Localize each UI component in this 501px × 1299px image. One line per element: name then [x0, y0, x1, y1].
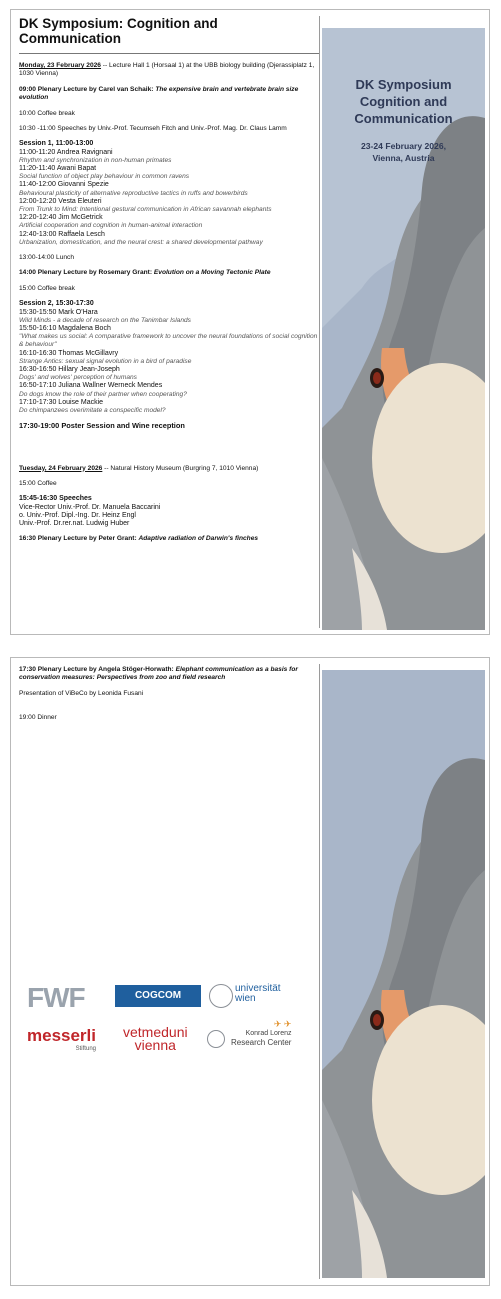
- sponsor-logos: [27, 982, 317, 1092]
- poster-date-line: 23-24 February 2026,: [360, 141, 447, 151]
- poster-date: [322, 140, 485, 164]
- cogcom-logo: [115, 985, 201, 1007]
- talk-title: From Trunk to Mind: Intentional gestural communication in African savannah elephants: [19, 206, 272, 214]
- presentation: Presentation of ViBeCo by Leonida Fusani: [19, 689, 144, 697]
- document-page-1: [10, 9, 490, 635]
- talk-title: "What makes us social: A comparative framework to uncover the neural foundations of social cognition & behaviour": [19, 333, 318, 349]
- session-1: [19, 140, 319, 247]
- speaker-line: Univ.-Prof. Dr.rer.nat. Ludwig Huber: [19, 519, 130, 527]
- klrc-line: Research Center: [231, 1038, 292, 1047]
- talk-title: Wild Minds - a decade of research on the Tanimbar Islands: [19, 316, 191, 324]
- vetmed-line: vienna: [134, 1037, 176, 1053]
- plenary-2-speaker: 14:00 Plenary Lecture by Rosemary Grant:: [19, 269, 154, 277]
- session-2: [19, 300, 319, 415]
- univie-logo: [235, 984, 281, 1004]
- coffee-break-1: 10:00 Coffee break: [19, 109, 75, 117]
- coffee-break-2: 15:00 Coffee break: [19, 284, 75, 292]
- birds-icon: ✈ ✈: [273, 1019, 292, 1029]
- plenary-lecture-3: [19, 535, 319, 543]
- konrad-lorenz-logo: [231, 1020, 291, 1047]
- plenary-1-title: The expensive brain and vertebrate brain size evolution: [19, 85, 299, 102]
- speeches-2: [19, 495, 319, 528]
- talk-time: 15:50-16:10 Magdalena Boch: [19, 324, 111, 332]
- talk-time: 15:30-15:50 Mark O'Hara: [19, 308, 98, 316]
- talk-time: 11:00-11:20 Andrea Ravignani: [19, 148, 113, 156]
- day1-venue: -- Lecture Hall 1 (Horsaal 1) at the UBB biology building (Djerassiplatz 1, 1030 Vienna): [19, 62, 315, 78]
- day2-date: Tuesday, 24 February 2026: [19, 464, 103, 472]
- univie-seal-icon: [209, 984, 233, 1008]
- plenary-2-title: Evolution on a Moving Tectonic Plate: [153, 269, 271, 277]
- plenary-lecture-2: [19, 269, 319, 277]
- talk-title: Do chimpanzees overimitate a conspecific model?: [19, 406, 166, 414]
- messerli-line: messerli: [27, 1026, 96, 1045]
- session-2-heading: Session 2, 15:30-17:30: [19, 300, 94, 308]
- vetmeduni-logo: [123, 1026, 188, 1052]
- talk-time: 12:20-12:40 Jim McGetrick: [19, 214, 103, 222]
- talk-time: 17:10-17:30 Louise Mackie: [19, 398, 104, 406]
- univie-line: universität: [235, 983, 281, 994]
- title-divider: [19, 53, 319, 54]
- talk-time: 12:40-13:00 Raffaela Lesch: [19, 230, 105, 238]
- vetmed-line: vetmeduni: [123, 1024, 188, 1040]
- talk-title: Do dogs know the role of their partner when cooperating?: [19, 390, 187, 398]
- program-column-2: [19, 666, 319, 1053]
- talk-title: Social function of object play behaviour in common ravens: [19, 173, 190, 181]
- speaker-line: o. Univ.-Prof. Dipl.-Ing. Dr. Heinz Engl: [19, 511, 136, 519]
- poster-title-line: Communication: [354, 111, 453, 126]
- talk-title: Dogs' and wolves' perception of humans: [19, 374, 137, 382]
- document-page-2: [10, 657, 490, 1286]
- goose-illustration: [322, 670, 485, 1278]
- plenary-4-title: Elephant communication as a basis for conservation measures: Perspectives from zoo and field research: [19, 666, 298, 682]
- poster-session: 17:30-19:00 Poster Session and Wine reception: [19, 421, 185, 431]
- talk-time: 16:30-16:50 Hillary Jean-Joseph: [19, 365, 120, 373]
- lunch: 13:00-14:00 Lunch: [19, 254, 74, 262]
- plenary-lecture-4: [19, 666, 319, 683]
- day2-header: [19, 465, 319, 473]
- messerli-line: Stiftung: [75, 1046, 96, 1052]
- talk-time: 16:50-17:10 Juliana Wallner Werneck Mendes: [19, 382, 163, 390]
- messerli-logo: [27, 1026, 96, 1052]
- day1-date: Monday, 23 February 2026: [19, 62, 101, 69]
- klrc-line: Konrad Lorenz: [245, 1030, 292, 1037]
- poster-title: [322, 76, 485, 127]
- vetmed-seal-icon: [207, 1030, 225, 1048]
- program-column: [19, 16, 319, 551]
- poster-date-line: Vienna, Austria: [372, 153, 435, 163]
- talk-time: 11:40-12:00 Giovanni Spezie: [19, 181, 109, 189]
- plenary-4-speaker: 17:30 Plenary Lecture by Angela Stöger-Horwath:: [19, 666, 176, 673]
- dinner: 19:00 Dinner: [19, 714, 57, 722]
- column-divider: [319, 664, 320, 1279]
- cogcom-text: COGCOM: [134, 990, 182, 1001]
- session-1-heading: Session 1, 11:00-13:00: [19, 140, 94, 148]
- plenary-lecture-1: [19, 86, 319, 103]
- plenary-1-speaker: 09:00 Plenary Lecture by Carel van Schaik:: [19, 85, 156, 93]
- univie-line: wien: [235, 993, 256, 1004]
- talk-time: 16:10-16:30 Thomas McGillavry: [19, 349, 119, 357]
- talk-title: Strange Antics: sexual signal evolution in a bird of paradise: [19, 357, 192, 365]
- poster-title-line: Cognition and: [359, 94, 448, 109]
- talk-title: Behavioural plasticity of alternative reproductive tactics in ruffs and bowerbirds: [19, 189, 248, 197]
- talk-title: Artificial cooperation and cognition in human-animal interaction: [19, 222, 203, 230]
- day1-header: [19, 62, 319, 79]
- poster-title-line: DK Symposium: [355, 77, 452, 92]
- talk-title: Urbanization, domestication, and the neural crest: a shared developmental pathway: [19, 238, 263, 246]
- fwf-logo: FWF: [27, 982, 85, 1013]
- plenary-3-title: Adaptive radiation of Darwin's finches: [138, 535, 259, 543]
- coffee-3: 15:00 Coffee: [19, 479, 57, 487]
- plenary-3-speaker: 16:30 Plenary Lecture by Peter Grant:: [19, 535, 139, 543]
- poster-artwork: [322, 670, 485, 1278]
- speeches-1: 10:30 -11:00 Speeches by Univ.-Prof. Tecumseh Fitch and Univ.-Prof. Mag. Dr. Claus Lamm: [19, 125, 287, 133]
- talk-time: 11:20-11:40 Awani Bapat: [19, 165, 97, 173]
- talk-time: 12:00-12:20 Vesta Eleuteri: [19, 197, 102, 205]
- speaker-line: Vice-Rector Univ.-Prof. Dr. Manuela Baccarini: [19, 503, 161, 511]
- talk-title: Rhythm and synchronization in non-human primates: [19, 156, 172, 164]
- day2-venue: -- Natural History Museum (Burgring 7, 1010 Vienna): [102, 464, 259, 472]
- column-divider: [319, 16, 320, 628]
- page-title: DK Symposium: Cognition and Communication: [19, 16, 218, 46]
- speeches-2-heading: 15:45-16:30 Speeches: [19, 495, 92, 503]
- poster-artwork: [322, 28, 485, 630]
